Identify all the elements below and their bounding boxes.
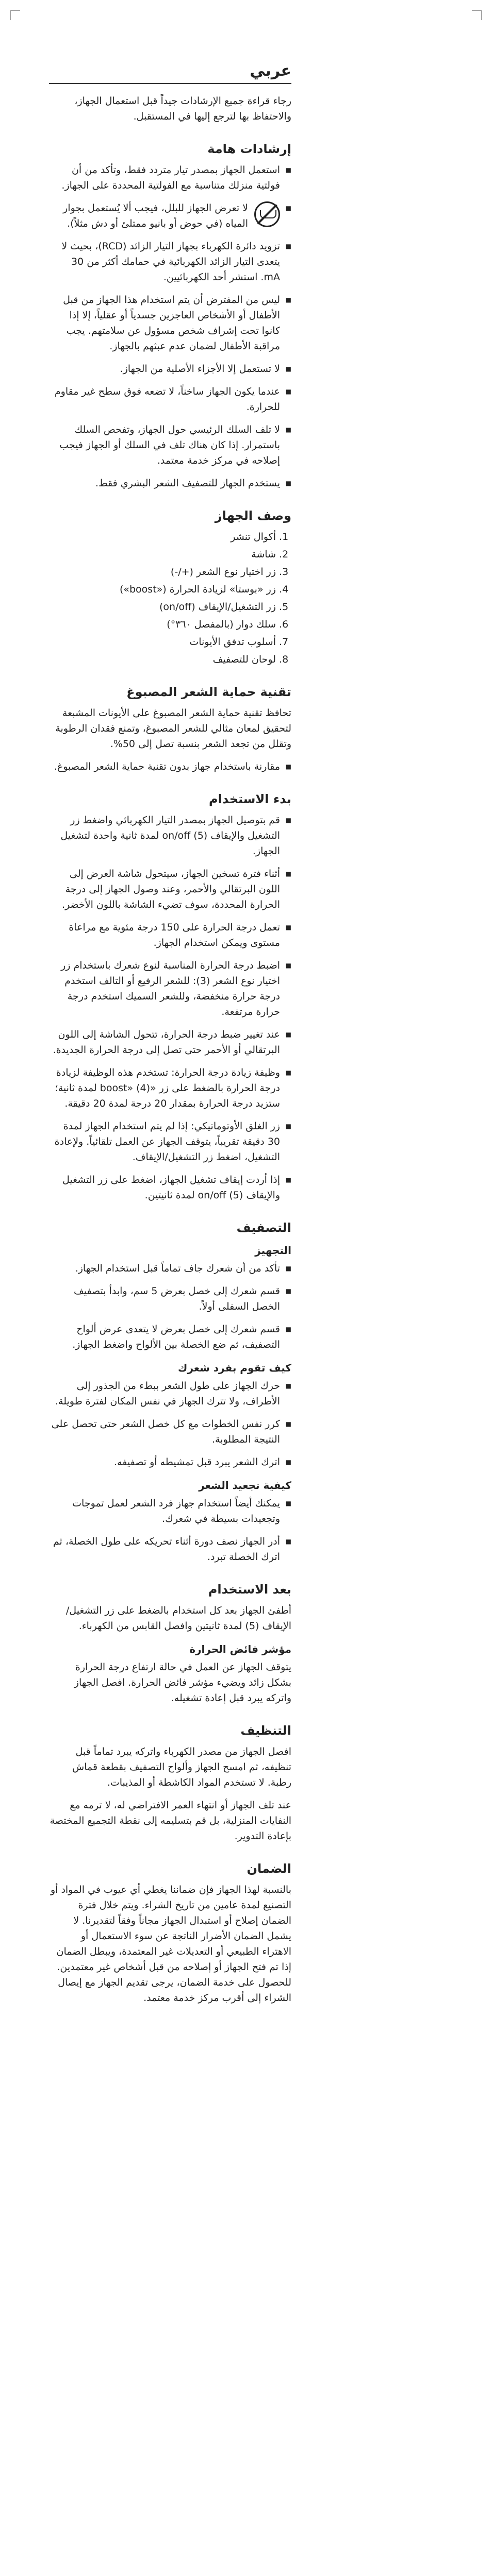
curl-list — [49, 1496, 291, 1565]
after-text: أطفئ الجهاز بعد كل استخدام بالضغط على زر التشغيل/الإيقاف (5) لمدة ثانيتين وافصل القابس من الكهرباء. — [65, 1605, 291, 1632]
crop-mark — [10, 10, 20, 20]
tech-note-list — [49, 759, 291, 774]
crop-mark — [472, 10, 482, 20]
use-item: ■ وظيفة زيادة درجة الحرارة: تستخدم هذه الوظيفة لزيادة درجة الحرارة بالضغط على زر «boost» (4) لمدة ثانية؛ ستزيد درجة الحرارة بمقدار 20 درجة لمدة 20 دقيقة. — [49, 1065, 280, 1111]
safety-item: ■ يستخدم الجهاز للتصفيف الشعر البشري فقط. — [49, 476, 280, 491]
styling-prep-list — [49, 1261, 291, 1352]
safety-item: ■ استعمل الجهاز بمصدر تيار متردد فقط، وتأكد من أن فولتية منزلك متناسبة مع الفولتية المحددة على الجهاز. — [49, 162, 280, 193]
description-item: 3. زر اختيار نوع الشعر (+/-) — [49, 564, 276, 580]
styling-heading: التصفيف — [236, 1221, 291, 1235]
description-list — [49, 529, 291, 667]
warranty-heading: الضمان — [247, 1861, 291, 1876]
use-item: ■ اضبط درجة الحرارة المناسبة لنوع شعرك باستخدام زر اختيار نوع الشعر (3): للشعر الرفيع أو التالف استخدم درجة حرارة منخفضة، وللشعر السميك استخدم درجة حرارة مرتفعة. — [49, 958, 280, 1020]
tech-note: ■ مقارنة باستخدام جهاز بدون تقنية حماية الشعر المصبوغ. — [49, 759, 280, 774]
use-item: ■ زر الغلق الأوتوماتيكي: إذا لم يتم استخدام الجهاز لمدة 30 دقيقة تقريباً، يتوقف الجهاز عن العمل تلقائياً. ولإعادة التشغيل، اضغط زر التشغيل/الإيقاف. — [49, 1118, 280, 1165]
use-heading: بدء الاستخدام — [209, 792, 291, 806]
styling-item: ■ قسم شعرك إلى خصل بعرض لا يتعدى عرض ألواح التصفيف، ثم ضع الخصلة بين الألواح واضغط الجهاز. — [49, 1321, 280, 1352]
after-heading: بعد الاستخدام — [208, 1582, 291, 1597]
no-bath-icon — [254, 201, 280, 227]
styling-item: ■ تأكد من أن شعرك جاف تماماً قبل استخدام الجهاز. — [49, 1261, 280, 1276]
styling-item: ■ حرك الجهاز على طول الشعر ببطء من الجذور إلى الأطراف، ولا تترك الجهاز في نفس المكان لفترة طويلة. — [49, 1378, 280, 1409]
cleaning-heading: التنظيف — [240, 1723, 291, 1738]
safety-item: ■ تزويد دائرة الكهرباء بجهاز التيار الزائد (RCD)، بحيث لا يتعدى التيار الزائد الكهربائية في حمامك أكثر من 30 mA. استشر أحد الكهربائيين. — [49, 239, 280, 285]
description-item: 5. زر التشغيل/الإيقاف (on/off) — [49, 599, 276, 615]
curl-heading: كيفية تجعيد الشعر — [199, 1479, 291, 1492]
styling-item: ■ يمكنك أيضاً استخدام جهاز فرد الشعر لعمل تموجات وتجعيدات بسيطة في شعرك. — [49, 1496, 280, 1527]
tech-heading: تقنية حماية الشعر المصبوغ — [126, 685, 291, 699]
straighten-list — [49, 1378, 291, 1470]
description-item: 1. أكوال تنشر — [49, 529, 276, 545]
cleaning-text: افصل الجهاز من مصدر الكهرباء واتركه يبرد تماماً قبل تنظيفه، ثم امسح الجهاز وألواح التصفيف بقطعة قماش رطبة. لا تستخدم المواد الكاشطة أو المذيبات. — [72, 1746, 291, 1788]
overheat-heading: مؤشر فائض الحرارة — [189, 1643, 291, 1655]
safety-heading: إرشادات هامة — [207, 142, 291, 156]
safety-item: ■ لا تلف السلك الرئيسي حول الجهاز، وتفحص السلك باستمرار. إذا كان هناك تلف في السلك أو الجهاز فيجب إصلاحه في مركز خدمة معتمد. — [49, 422, 280, 468]
manual-page — [49, 62, 291, 2013]
safety-item — [49, 200, 280, 231]
safety-list — [49, 162, 291, 491]
description-item: 8. لوحان للتصفيف — [49, 652, 276, 667]
use-item: ■ عند تغيير ضبط درجة الحرارة، تتحول الشاشة إلى اللون البرتقالي أو الأحمر حتى تصل إلى درجة الحرارة الجديدة. — [49, 1027, 280, 1058]
styling-item: ■ أدر الجهاز نصف دورة أثناء تحريكه على طول الخصلة، ثم اترك الخصلة تبرد. — [49, 1534, 280, 1565]
description-item: 7. أسلوب تدفق الأيونات — [49, 634, 276, 650]
tech-text: تحافظ تقنية حماية الشعر المصبوغ على الأيونات المشبعة لتحقيق لمعان مثالي للشعر المصبوغ، وتمنع فقدان الرطوبة وتقلل من تجعد الشعر بنسبة تصل إلى 50%. — [55, 707, 291, 750]
safety-item: ■ عندما يكون الجهاز ساخناً، لا تضعه فوق سطح غير مقاوم للحرارة. — [49, 384, 280, 415]
styling-item: ■ كرر نفس الخطوات مع كل خصل الشعر حتى تحصل على النتيجة المطلوبة. — [49, 1416, 280, 1447]
safety-item: ■ لا تستعمل إلا الأجزاء الأصلية من الجهاز. — [49, 361, 280, 377]
description-item: 2. شاشة — [49, 547, 276, 562]
intro-text: رجاء قراءة جميع الإرشادات جيداً قبل استعمال الجهاز، والاحتفاظ بها لترجع إليها في المستقبل. — [74, 95, 291, 122]
safety-item: ■ ليس من المفترض أن يتم استخدام هذا الجهاز من قبل الأطفال أو الأشخاص العاجزين جسدياً أو عقلياً، إلا إذا كانوا تحت إشراف شخص مسؤول عن سلامتهم. يجب مراقبة الأطفال لضمان عدم عبثهم بالجهاز. — [49, 292, 280, 354]
styling-item: ■ قسم شعرك إلى خصل بعرض 5 سم، وابدأ بتصفيف الخصل السفلى أولاً. — [49, 1283, 280, 1314]
styling-prep-heading: التجهيز — [255, 1244, 291, 1257]
language-title: عربي — [49, 62, 291, 84]
description-item: 4. زر «بوستا» لزيادة الحرارة («boost») — [49, 582, 276, 597]
warranty-text: بالنسبة لهذا الجهاز فإن ضماننا يغطي أي عيوب في المواد أو التصنيع لمدة عامين من تاريخ الشراء. ويتم خلال فترة الضمان إصلاح أو استبدال الجهاز مجاناً وفقاً لتقديرنا. لا يشمل الضمان الأضرار الناتجة عن سوء الاستعمال أو الاهتراء الطبيعي أو التعديلات غير المعتمدة، ويبطل الضمان إذا تم فتح الجهاز أو إصلاحه من قبل أشخاص غير معتمدين. للحصول على خدمة الضمان، يرجى تقديم الجهاز مع إيصال الشراء إلى أقرب مركز خدمة معتمد. — [50, 1884, 291, 2004]
safety-item-text: ■ لا تعرض الجهاز للبلل، فيجب ألا يُستعمل بجوار المياه (في حوض أو بانيو ممتلئ أو دش مثلاً). — [63, 202, 248, 229]
environment-text: عند تلف الجهاز أو انتهاء العمر الافتراضي له، لا ترمه مع النفايات المنزلية، بل قم بتسليمه إلى نقطة التجميع المختصة بإعادة التدوير. — [50, 1800, 291, 1842]
styling-item: ■ اترك الشعر يبرد قبل تمشيطه أو تصفيفه. — [49, 1454, 280, 1470]
description-item: 6. سلك دوار (بالمفصل ٣٦٠°) — [49, 617, 276, 632]
use-item: ■ إذا أردت إيقاف تشغيل الجهاز، اضغط على زر التشغيل والإيقاف on/off (5) لمدة ثانيتين. — [49, 1172, 280, 1203]
use-list — [49, 812, 291, 1203]
use-item: ■ أثناء فترة تسخين الجهاز، سيتحول شاشة العرض إلى اللون البرتقالي والأحمر، وعند وصول الجهاز إلى درجة الحرارة المحددة، سوف تضيء الشاشة باللون الأخضر. — [49, 866, 280, 912]
overheat-text: يتوقف الجهاز عن العمل في حالة ارتفاع درجة الحرارة بشكل زائد ويضيء مؤشر فائض الحرارة. افصل الجهاز واتركه يبرد قبل إعادة تشغيله. — [74, 1662, 291, 1704]
use-item: ■ تعمل درجة الحرارة على 150 درجة مئوية مع مراعاة مستوى ويمكن استخدام الجهاز. — [49, 920, 280, 951]
use-item: ■ قم بتوصيل الجهاز بمصدر التيار الكهربائي واضغط زر التشغيل والإيقاف on/off (5) لمدة ثانية واحدة لتشغيل الجهاز. — [49, 812, 280, 859]
description-heading: وصف الجهاز — [215, 509, 291, 523]
straighten-heading: كيف تقوم بفرد شعرك — [178, 1362, 291, 1374]
